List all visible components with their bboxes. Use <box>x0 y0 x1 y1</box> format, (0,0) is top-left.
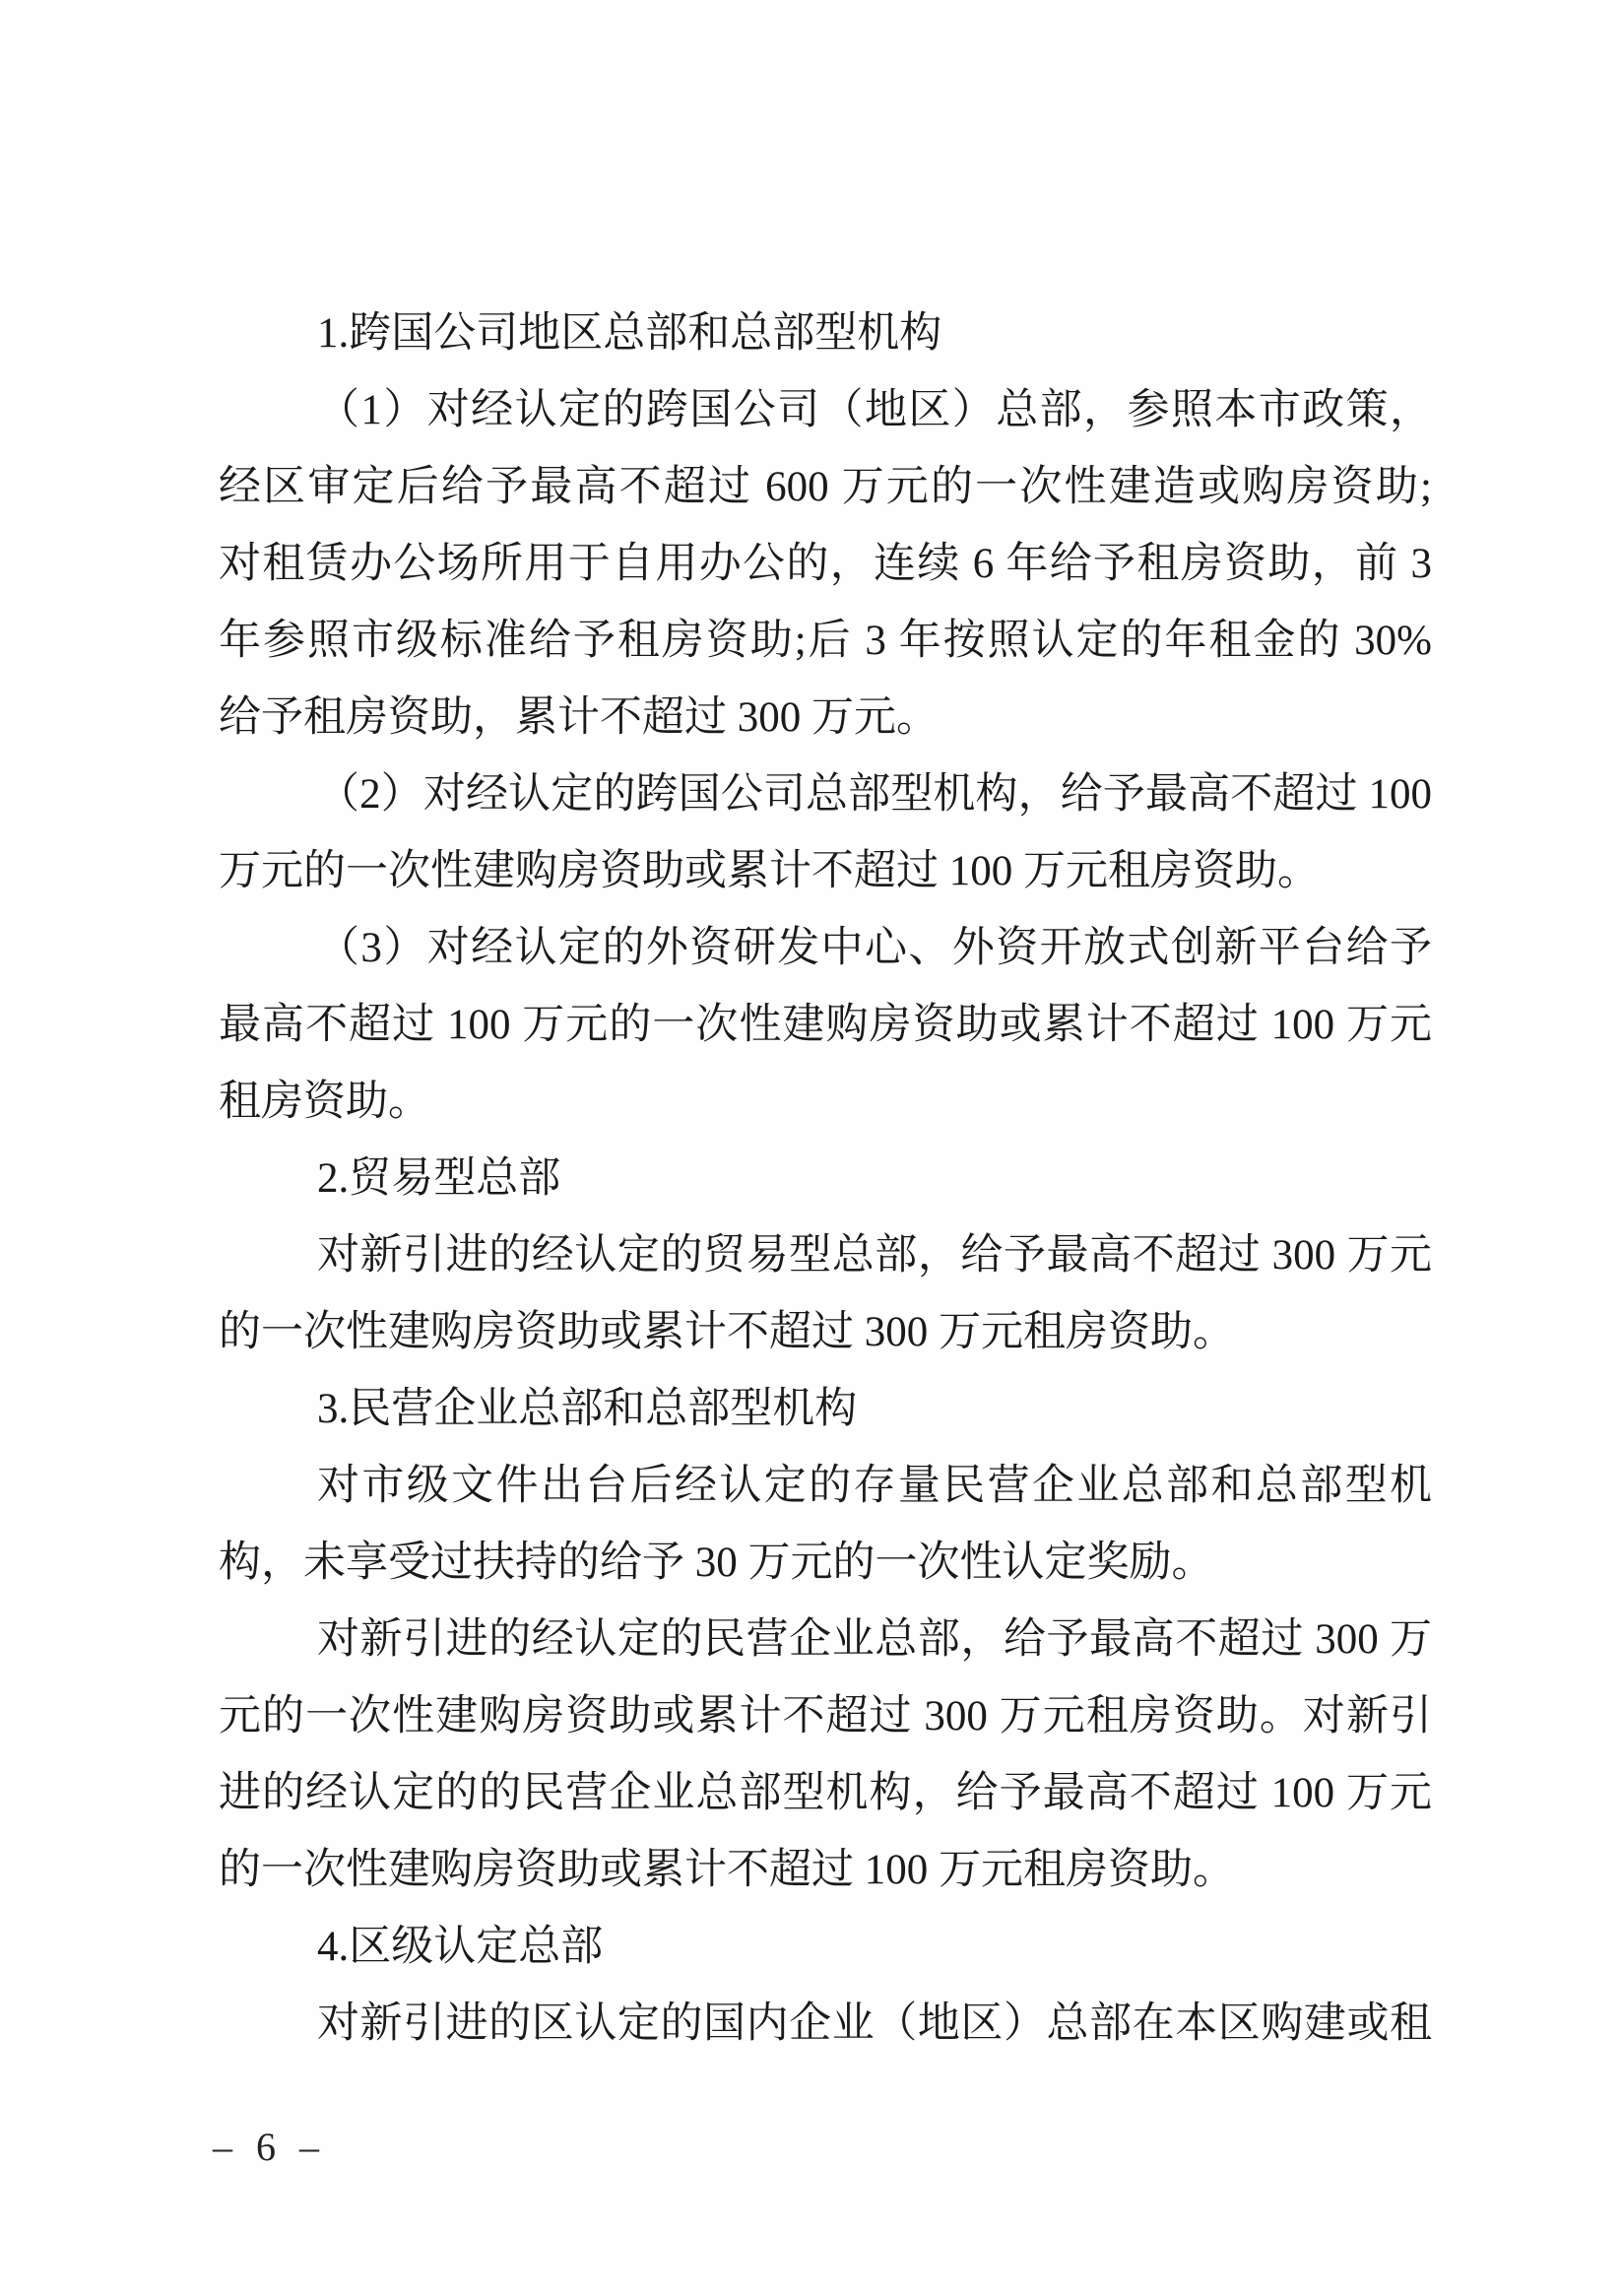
section-1-line: （2）对经认定的跨国公司总部型机构，给予最高不超过 100 <box>317 771 1432 818</box>
section-3-line: 的一次性建购房资助或累计不超过 100 万元租房资助。 <box>219 1847 1235 1893</box>
section-2-line: 的一次性建购房资助或累计不超过 300 万元租房资助。 <box>219 1309 1235 1355</box>
section-3-line: 构，未享受过扶持的给予 30 万元的一次性认定奖励。 <box>219 1540 1214 1586</box>
section-3-heading: 3.民营企业总部和总部型机构 <box>317 1386 858 1432</box>
section-1-line: 租房资助。 <box>219 1079 430 1125</box>
section-2-heading: 2.贸易型总部 <box>317 1155 561 1202</box>
section-1-line: 对租赁办公场所用于自用办公的，连续 6 年给予租房资助，前 3 <box>219 541 1432 587</box>
section-1-line: 年参照市级标准给予租房资助;后 3 年按照认定的年租金的 30% <box>219 618 1432 664</box>
section-3-line: 对新引进的经认定的民营企业总部，给予最高不超过 300 万 <box>317 1616 1432 1663</box>
document-body <box>219 295 1432 2063</box>
section-1-line: （3）对经认定的外资研发中心、外资开放式创新平台给予 <box>317 925 1432 971</box>
section-4-line: 对新引进的区认定的国内企业（地区）总部在本区购建或租 <box>317 2001 1432 2047</box>
section-3-line: 进的经认定的的民营企业总部型机构，给予最高不超过 100 万元 <box>219 1770 1432 1816</box>
section-1-line: 万元的一次性建购房资助或累计不超过 100 万元租房资助。 <box>219 848 1320 894</box>
section-1-heading: 1.跨国公司地区总部和总部型机构 <box>317 310 942 357</box>
section-3-line: 元的一次性建购房资助或累计不超过 300 万元租房资助。对新引 <box>219 1693 1432 1739</box>
section-1-line: 经区审定后给予最高不超过 600 万元的一次性建造或购房资助; <box>219 464 1432 510</box>
section-2-line: 对新引进的经认定的贸易型总部，给予最高不超过 300 万元 <box>317 1232 1432 1279</box>
section-1-line: 给予租房资助，累计不超过 300 万元。 <box>219 694 939 741</box>
page-number: – 6 – <box>213 2125 326 2169</box>
section-3-line: 对市级文件出台后经认定的存量民营企业总部和总部型机 <box>317 1463 1432 1509</box>
section-4-heading: 4.区级认定总部 <box>317 1924 604 1970</box>
section-1-line: （1）对经认定的跨国公司（地区）总部，参照本市政策， <box>317 387 1432 433</box>
section-1-line: 最高不超过 100 万元的一次性建购房资助或累计不超过 100 万元 <box>219 1002 1432 1048</box>
